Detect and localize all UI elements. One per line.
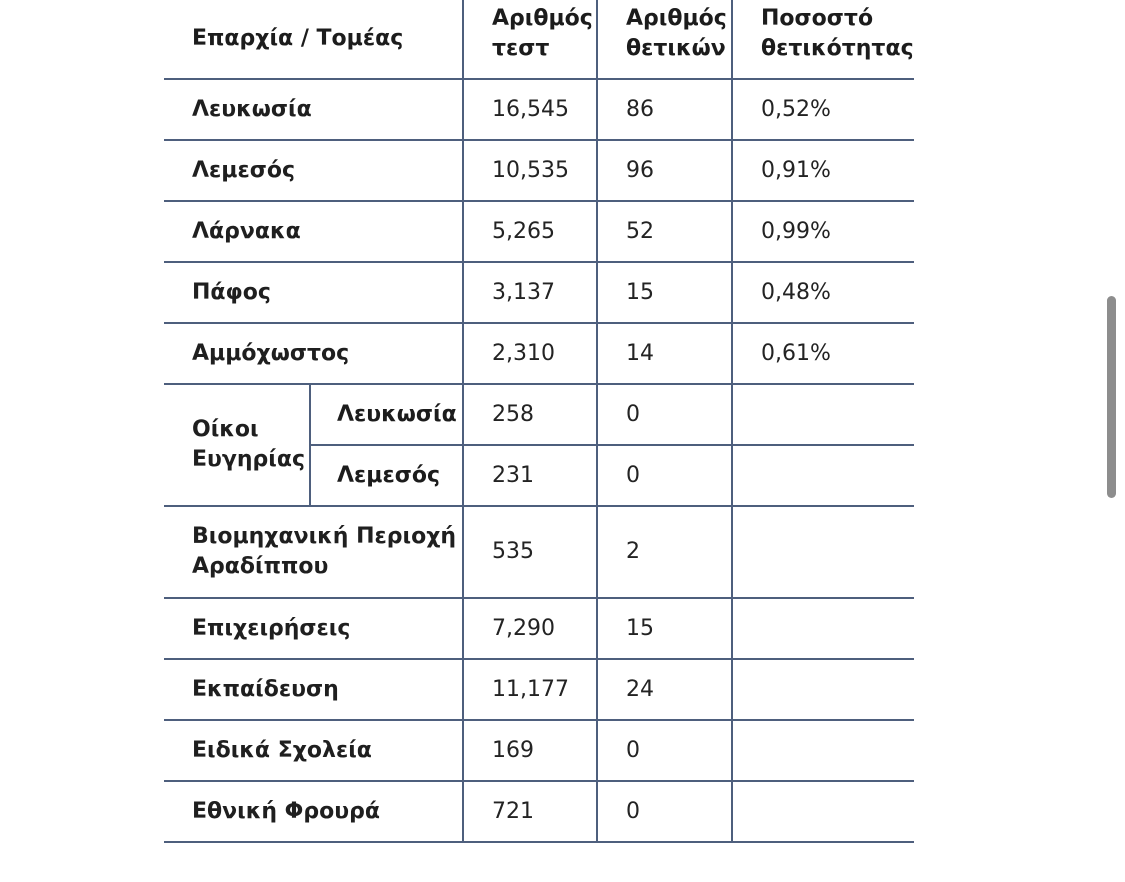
tests-value: 10,535 bbox=[463, 140, 597, 201]
tests-value: 231 bbox=[463, 445, 597, 506]
positives-value: 15 bbox=[597, 598, 732, 659]
positives-value: 14 bbox=[597, 323, 732, 384]
tests-value: 7,290 bbox=[463, 598, 597, 659]
tests-value: 258 bbox=[463, 384, 597, 445]
sector-name: Εθνική Φρουρά bbox=[164, 781, 463, 842]
positives-value: 0 bbox=[597, 445, 732, 506]
positivity-rate-empty bbox=[732, 506, 914, 598]
district-name: Αμμόχωστος bbox=[164, 323, 463, 384]
positivity-rate-value: 0,52% bbox=[732, 79, 914, 140]
district-name: Πάφος bbox=[164, 262, 463, 323]
tests-value: 3,137 bbox=[463, 262, 597, 323]
positivity-rate-empty bbox=[732, 445, 914, 506]
district-name: Λευκωσία bbox=[164, 79, 463, 140]
positives-value: 96 bbox=[597, 140, 732, 201]
header-number-of-positives: Αριθμός θετικών bbox=[597, 0, 732, 79]
tests-value: 535 bbox=[463, 506, 597, 598]
tests-value: 11,177 bbox=[463, 659, 597, 720]
positives-value: 86 bbox=[597, 79, 732, 140]
header-number-of-tests: Αριθμός τεστ bbox=[463, 0, 597, 79]
positives-value: 15 bbox=[597, 262, 732, 323]
sector-name: Ειδικά Σχολεία bbox=[164, 720, 463, 781]
sector-name: Εκπαίδευση bbox=[164, 659, 463, 720]
tests-value: 721 bbox=[463, 781, 597, 842]
table-row bbox=[164, 506, 914, 598]
positivity-rate-value: 0,91% bbox=[732, 140, 914, 201]
positives-value: 2 bbox=[597, 506, 732, 598]
positivity-rate-empty bbox=[732, 781, 914, 842]
covid-test-results-table bbox=[164, 0, 914, 843]
tests-value: 5,265 bbox=[463, 201, 597, 262]
header-district-sector: Επαρχία / Τομέας bbox=[164, 0, 463, 79]
table-row bbox=[164, 140, 914, 201]
table-row bbox=[164, 720, 914, 781]
positivity-rate-value: 0,99% bbox=[732, 201, 914, 262]
table-header-row bbox=[164, 0, 914, 79]
positivity-rate-empty bbox=[732, 659, 914, 720]
positives-value: 0 bbox=[597, 781, 732, 842]
district-name: Λεμεσός bbox=[164, 140, 463, 201]
table-row bbox=[164, 323, 914, 384]
vertical-scrollbar-thumb[interactable] bbox=[1107, 296, 1116, 498]
table-row bbox=[164, 598, 914, 659]
table-row bbox=[164, 79, 914, 140]
district-name: Λάρνακα bbox=[164, 201, 463, 262]
table-row bbox=[164, 781, 914, 842]
positivity-rate-value: 0,61% bbox=[732, 323, 914, 384]
sector-name: Βιομηχανική Περιοχή Αραδίππου bbox=[164, 506, 463, 598]
positives-value: 52 bbox=[597, 201, 732, 262]
tests-value: 2,310 bbox=[463, 323, 597, 384]
positivity-rate-empty bbox=[732, 720, 914, 781]
positives-value: 24 bbox=[597, 659, 732, 720]
positivity-rate-empty bbox=[732, 384, 914, 445]
table-row bbox=[164, 384, 914, 445]
table-row bbox=[164, 262, 914, 323]
positivity-rate-empty bbox=[732, 598, 914, 659]
tests-value: 16,545 bbox=[463, 79, 597, 140]
positives-value: 0 bbox=[597, 720, 732, 781]
positives-value: 0 bbox=[597, 384, 732, 445]
table-row bbox=[164, 201, 914, 262]
care-home-district-name: Λευκωσία bbox=[310, 384, 463, 445]
positivity-rate-value: 0,48% bbox=[732, 262, 914, 323]
sector-name: Επιχειρήσεις bbox=[164, 598, 463, 659]
care-homes-label: Οίκοι Ευγηρίας bbox=[164, 384, 310, 506]
header-positivity-rate: Ποσοστό θετικότητας bbox=[732, 0, 914, 79]
care-home-district-name: Λεμεσός bbox=[310, 445, 463, 506]
table-row bbox=[164, 659, 914, 720]
tests-value: 169 bbox=[463, 720, 597, 781]
